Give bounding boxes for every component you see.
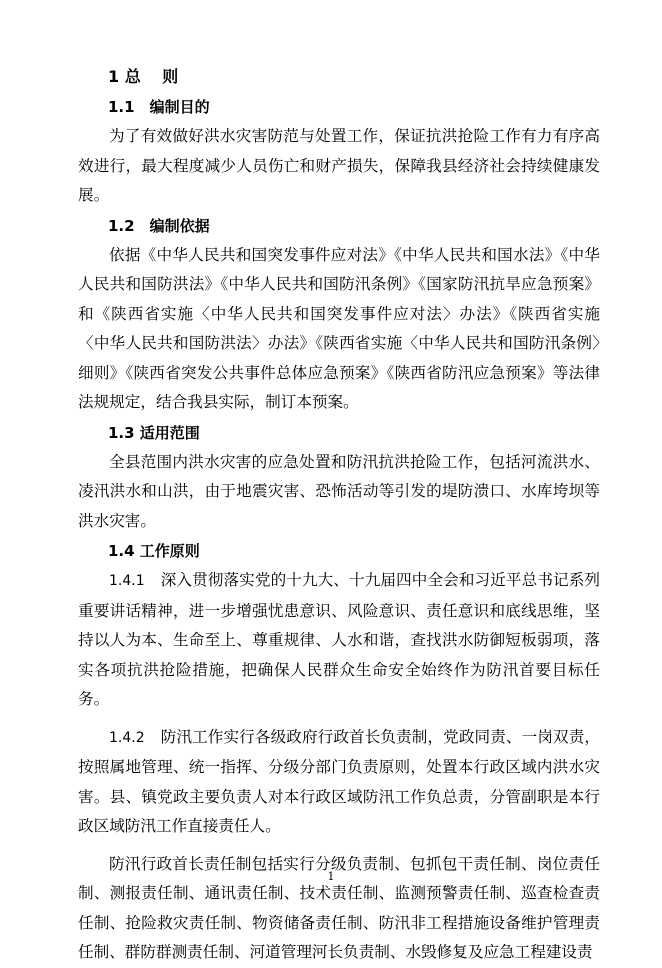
subsection-1-4-1 <box>78 566 600 715</box>
paragraph-scope: 全县范围内洪水灾害的应急处置和防汛抗洪抢险工作，包括河流洪水、凌汛洪水和山洪，由于地震灾害、恐怖活动等引发的堤防溃口、水库垮坝等洪水灾害。 <box>78 452 600 530</box>
paragraph-basis: 依据《中华人民共和国突发事件应对法》《中华人民共和国水法》《中华人民共和国防洪法》《中华人民共和国防汛条例》《国家防汛抗旱应急预案》和《陕西省实施〈中华人民共和国突发事件应对法〉办法》《陕西省实施〈中华人民共和国防洪法〉办法》《陕西省实施〈中华人民共和国防汛条例〉细则》《陕西省突发公共事件总体应急预案》《陕西省防汛应急预案》等法律法规规定，结合我县实际，制订本预案。 <box>78 245 600 411</box>
page-number: 1 <box>327 870 335 883</box>
subsection-1-4-2 <box>78 723 600 842</box>
section-heading-basis: 1.2 编制依据 <box>108 216 210 235</box>
paragraph-responsibility: 防汛行政首长责任制包括实行分级负责制、包抓包干责任制、岗位责任制、测报责任制、通讯责任制、技术责任制、监测预警责任制、巡查检查责任制、抢险救灾责任制、物资储备责任制、防汛非工程措施设备维护管理责任制、群防群测责任制、河道管理河长负责制、水毁修复及应急工程建设责 <box>78 854 600 961</box>
subsection-number: 1.4.2 <box>109 729 145 746</box>
document-body <box>78 62 600 968</box>
section-heading-scope: 1.3 适用范围 <box>108 423 200 442</box>
subsection-number: 1.4.1 <box>109 573 145 589</box>
paragraph-purpose: 为了有效做好洪水灾害防范与处置工作，保证抗洪抢险工作有力有序高效进行，最大程度减少人员伤亡和财产损失，保障我县经济社会持续健康发展。 <box>78 127 600 204</box>
subsection-text: 深入贯彻落实党的十九大、十九届四中全会和习近平总书记系列重要讲话精神，进一步增强忧患意识、风险意识、责任意识和底线思维，坚持以人为本、生命至上、尊重规律、人水和谐，查找洪水防御短板弱项，落实各项抗洪抢险措施，把确保人民群众生命安全始终作为防汛首要目标任务。 <box>78 571 600 708</box>
section-heading-purpose: 1.1 编制目的 <box>108 98 210 116</box>
section-heading-principles: 1.4 工作原则 <box>108 542 200 560</box>
subsection-text: 防汛工作实行各级政府行政首长负责制，党政同责、一岗双责，按照属地管理、统一指挥、分级分部门负责原则，处置本行政区域内洪水灾害。县、镇党政主要负责人对本行政区域防汛工作负总责，分管副职是本行政区域防汛工作直接责任人。 <box>78 727 600 835</box>
chapter-heading: 1 总 则 <box>108 67 179 86</box>
